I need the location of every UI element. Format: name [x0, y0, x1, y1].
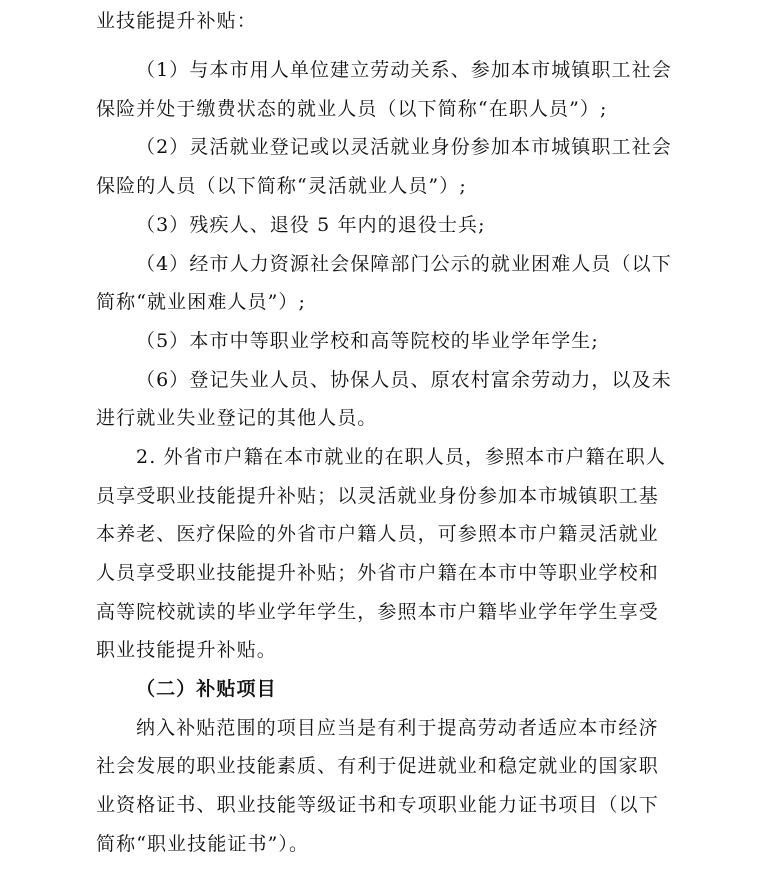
paragraph-2-line-3: 本养老、医疗保险的外省市户籍人员，可参照本市户籍灵活就业: [96, 523, 659, 545]
paragraph-2-line-5: 高等院校就读的毕业学年学生，参照本市户籍毕业学年学生享受: [96, 601, 659, 623]
paragraph-2-line-6: 职业技能提升补贴。: [96, 639, 277, 661]
list-item-6-line-2: 进行就业失业登记的其他人员。: [96, 407, 378, 429]
paragraph-3-line-4: 简称“职业技能证书”）。: [96, 833, 310, 855]
paragraph-3-line-3: 业资格证书、职业技能等级证书和专项职业能力证书项目（以下: [96, 794, 659, 816]
list-item-2-line-2: 保险的人员（以下简称“灵活就业人员”）;: [96, 175, 467, 197]
paragraph-3-line-2: 社会发展的职业技能素质、有利于促进就业和稳定就业的国家职: [96, 755, 659, 777]
text-line: 业技能提升补贴：: [96, 10, 257, 32]
list-item-4-line-2: 简称“就业困难人员”）;: [96, 291, 307, 313]
paragraph-2-line-4: 人员享受职业技能提升补贴；外省市户籍在本市中等职业学校和: [96, 562, 659, 584]
list-item-2-line-1: （2）灵活就业登记或以灵活就业身份参加本市城镇职工社会: [136, 136, 672, 158]
paragraph-2-line-1: 2. 外省市户籍在本市就业的在职人员，参照本市户籍在职人: [136, 446, 666, 468]
list-item-3: （3）残疾人、退役 5 年内的退役士兵;: [136, 214, 486, 236]
list-item-4-line-1: （4）经市人力资源社会保障部门公示的就业困难人员（以下: [136, 253, 672, 275]
paragraph-2-line-2: 员享受职业技能提升补贴；以灵活就业身份参加本市城镇职工基: [96, 485, 659, 507]
list-item-1-line-2: 保险并处于缴费状态的就业人员（以下简称“在职人员”）;: [96, 98, 608, 120]
list-item-5: （5）本市中等职业学校和高等院校的毕业学年学生;: [136, 330, 599, 352]
list-item-1-line-1: （1）与本市用人单位建立劳动关系、参加本市城镇职工社会: [136, 59, 672, 81]
section-heading: （二）补贴项目: [136, 678, 277, 700]
list-item-6-line-1: （6）登记失业人员、协保人员、原农村富余劳动力，以及未: [136, 369, 672, 391]
paragraph-3-line-1: 纳入补贴范围的项目应当是有利于提高劳动者适应本市经济: [136, 717, 659, 739]
